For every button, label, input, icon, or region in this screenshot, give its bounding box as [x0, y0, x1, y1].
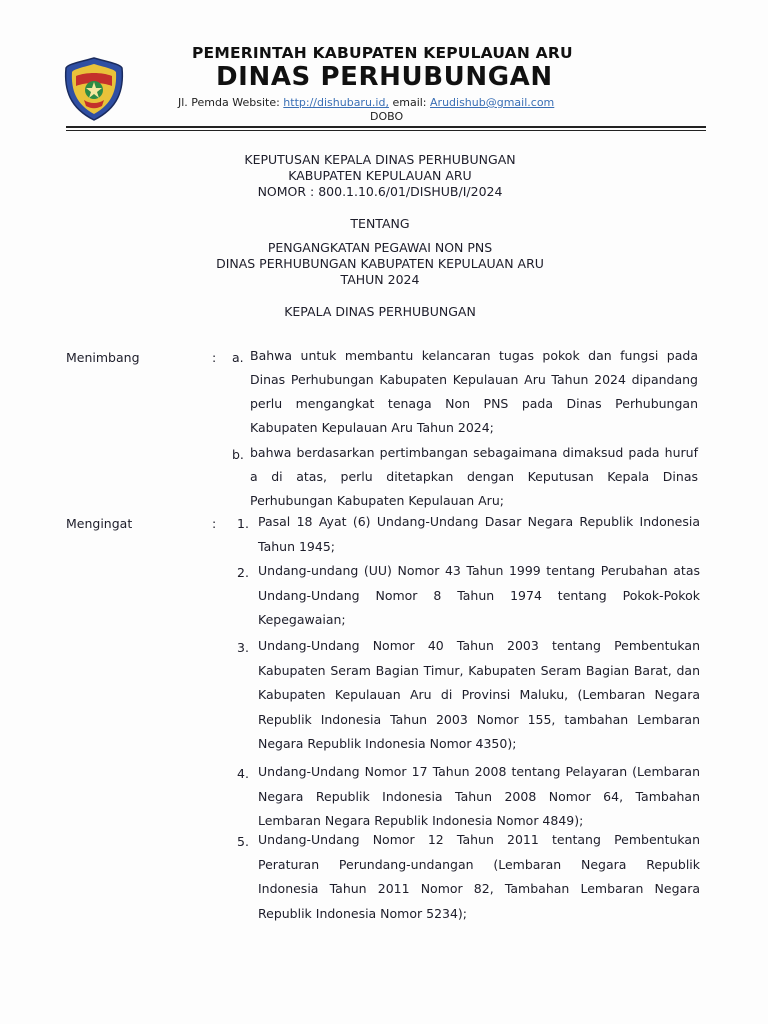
- department-name: DINAS PERHUBUNGAN: [216, 62, 553, 92]
- city-name: DOBO: [370, 110, 404, 123]
- mengingat-marker-1: 1.: [237, 516, 249, 531]
- mengingat-item-5: Undang-Undang Nomor 12 Tahun 2011 tentang Pembentukan Peraturan Perundang-undangan (Lembaran Negara Republik Indonesia Tahun 2011 Nomor 82, Tambahan Lembaran Negara Republik Indonesia Nomor 5234);: [258, 832, 700, 921]
- mengingat-item-2: Undang-undang (UU) Nomor 43 Tahun 1999 tentang Perubahan atas Undang-Undang Nomor 8 Tahun 1974 tentang Pokok-Pokok Kepegawaian;: [258, 563, 700, 627]
- menimbang-label: Menimbang: [66, 350, 140, 365]
- letterhead-divider-thin: [66, 130, 706, 131]
- decree-subject-1: PENGANGKATAN PEGAWAI NON PNS: [267, 240, 493, 255]
- menimbang-marker-a: a.: [232, 350, 244, 365]
- kabupaten-emblem-icon: [62, 56, 126, 122]
- decree-about: TENTANG: [350, 216, 410, 231]
- decree-region: KABUPATEN KEPULAUAN ARU: [288, 168, 472, 183]
- address-prefix: Jl. Pemda Website:: [178, 96, 284, 109]
- decree-title: KEPUTUSAN KEPALA DINAS PERHUBUNGAN: [244, 152, 516, 167]
- government-name: PEMERINTAH KABUPATEN KEPULAUAN ARU: [192, 44, 573, 62]
- email-link[interactable]: Arudishub@gmail.com: [430, 96, 555, 109]
- mengingat-marker-4: 4.: [237, 766, 249, 781]
- address-line: [178, 96, 554, 109]
- mengingat-item-3: Undang-Undang Nomor 40 Tahun 2003 tentang Pembentukan Kabupaten Seram Bagian Timur, Kabupaten Seram Bagian Barat, dan Kabupaten Kepulauan Aru di Provinsi Maluku, (Lembaran Negara Republik Indonesia Tahun 2003 Nomor 155, tambahan Lembaran Negara Republik Indonesia Nomor 4350);: [258, 638, 700, 751]
- decree-subject-3: TAHUN 2024: [340, 272, 420, 287]
- menimbang-marker-b: b.: [232, 447, 244, 462]
- mengingat-label: Mengingat: [66, 516, 133, 531]
- mengingat-marker-3: 3.: [237, 640, 249, 655]
- menimbang-colon: :: [212, 350, 217, 365]
- email-label: email:: [388, 96, 431, 109]
- menimbang-item-a: Bahwa untuk membantu kelancaran tugas pokok dan fungsi pada Dinas Perhubungan Kabupaten Kepulauan Aru Tahun 2024 dipandang perlu mengangkat tenaga Non PNS pada Dinas Perhubungan Kabupaten Kepulauan Aru Tahun 2024;: [250, 348, 698, 435]
- mengingat-marker-2: 2.: [237, 565, 249, 580]
- menimbang-item-b: bahwa berdasarkan pertimbangan sebagaimana dimaksud pada huruf a di atas, perlu ditetapkan dengan Keputusan Kepala Dinas Perhubungan Kabupaten Kepulauan Aru;: [250, 445, 698, 508]
- website-link[interactable]: http://dishubaru.id,: [283, 96, 389, 109]
- mengingat-item-4: Undang-Undang Nomor 17 Tahun 2008 tentang Pelayaran (Lembaran Negara Republik Indonesia Tahun 2008 Nomor 64, Tambahan Lembaran Negara Republik Indonesia Nomor 4849);: [258, 764, 700, 828]
- decree-subject-2: DINAS PERHUBUNGAN KABUPATEN KEPULAUAN ARU: [216, 256, 544, 271]
- mengingat-colon: :: [212, 516, 217, 531]
- mengingat-marker-5: 5.: [237, 834, 249, 849]
- decree-official: KEPALA DINAS PERHUBUNGAN: [284, 304, 476, 319]
- mengingat-item-1: Pasal 18 Ayat (6) Undang-Undang Dasar Negara Republik Indonesia Tahun 1945;: [258, 514, 700, 554]
- letterhead-divider: [66, 126, 706, 128]
- decree-number: NOMOR : 800.1.10.6/01/DISHUB/I/2024: [257, 184, 503, 199]
